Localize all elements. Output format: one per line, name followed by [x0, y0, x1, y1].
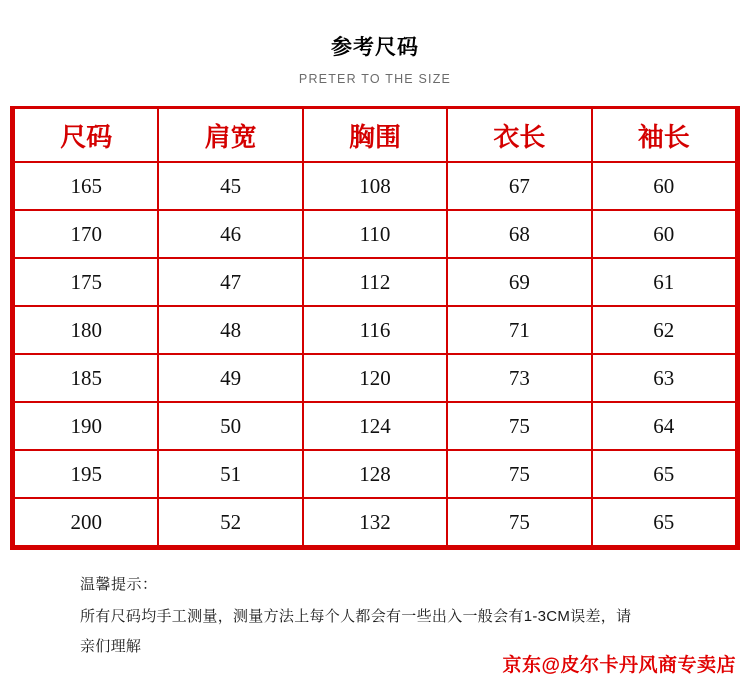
- table-row: [14, 306, 736, 354]
- cell-bust: 116: [303, 306, 447, 354]
- column-header-bust: 胸围: [303, 109, 447, 162]
- page-subtitle: PRETER TO THE SIZE: [298, 72, 452, 86]
- column-header-shoulder: 肩宽: [158, 109, 302, 162]
- cell-shoulder: 52: [158, 498, 302, 546]
- cell-shoulder: 45: [158, 162, 302, 210]
- cell-size: 200: [14, 498, 158, 546]
- cell-sleeve: 60: [592, 162, 736, 210]
- table-row: [14, 162, 736, 210]
- cell-length: 68: [447, 210, 591, 258]
- notes-section: [80, 572, 680, 662]
- cell-bust: 132: [303, 498, 447, 546]
- table-row: [14, 450, 736, 498]
- table-row: [14, 402, 736, 450]
- notes-body: 所有尺码均手工测量，测量方法上每个人都会有一些出入一般会有1-3CM误差，请亲们理解: [80, 608, 632, 655]
- cell-sleeve: 63: [592, 354, 736, 402]
- cell-bust: 120: [303, 354, 447, 402]
- cell-bust: 110: [303, 210, 447, 258]
- size-table-body: [14, 162, 736, 546]
- cell-length: 75: [447, 498, 591, 546]
- cell-size: 195: [14, 450, 158, 498]
- cell-length: 73: [447, 354, 591, 402]
- cell-bust: 108: [303, 162, 447, 210]
- column-header-size: 尺码: [14, 109, 158, 162]
- table-row: [14, 354, 736, 402]
- shop-name: 京东@皮尔卡丹风商专卖店: [502, 655, 736, 676]
- cell-length: 71: [447, 306, 591, 354]
- cell-length: 69: [447, 258, 591, 306]
- cell-sleeve: 65: [592, 450, 736, 498]
- cell-sleeve: 61: [592, 258, 736, 306]
- column-header-sleeve: 袖长: [592, 109, 736, 162]
- title-block: [0, 0, 750, 90]
- cell-size: 165: [14, 162, 158, 210]
- cell-shoulder: 47: [158, 258, 302, 306]
- table-header-row: [14, 109, 736, 162]
- cell-shoulder: 46: [158, 210, 302, 258]
- cell-bust: 128: [303, 450, 447, 498]
- table-row: [14, 210, 736, 258]
- cell-sleeve: 60: [592, 210, 736, 258]
- cell-shoulder: 51: [158, 450, 302, 498]
- notes-heading: 温馨提示：: [80, 576, 158, 593]
- table-row: [14, 498, 736, 546]
- cell-size: 185: [14, 354, 158, 402]
- cell-sleeve: 62: [592, 306, 736, 354]
- cell-sleeve: 64: [592, 402, 736, 450]
- cell-size: 175: [14, 258, 158, 306]
- cell-shoulder: 49: [158, 354, 302, 402]
- page-title: 参考尺码: [331, 36, 419, 59]
- table-row: [14, 258, 736, 306]
- cell-size: 180: [14, 306, 158, 354]
- cell-size: 190: [14, 402, 158, 450]
- cell-length: 75: [447, 450, 591, 498]
- cell-shoulder: 48: [158, 306, 302, 354]
- cell-length: 75: [447, 402, 591, 450]
- column-header-length: 衣长: [447, 109, 591, 162]
- size-table-container: [10, 106, 740, 550]
- cell-size: 170: [14, 210, 158, 258]
- cell-bust: 112: [303, 258, 447, 306]
- cell-shoulder: 50: [158, 402, 302, 450]
- size-table: [13, 109, 737, 547]
- size-table-head: [14, 109, 736, 162]
- cell-length: 67: [447, 162, 591, 210]
- cell-bust: 124: [303, 402, 447, 450]
- cell-sleeve: 65: [592, 498, 736, 546]
